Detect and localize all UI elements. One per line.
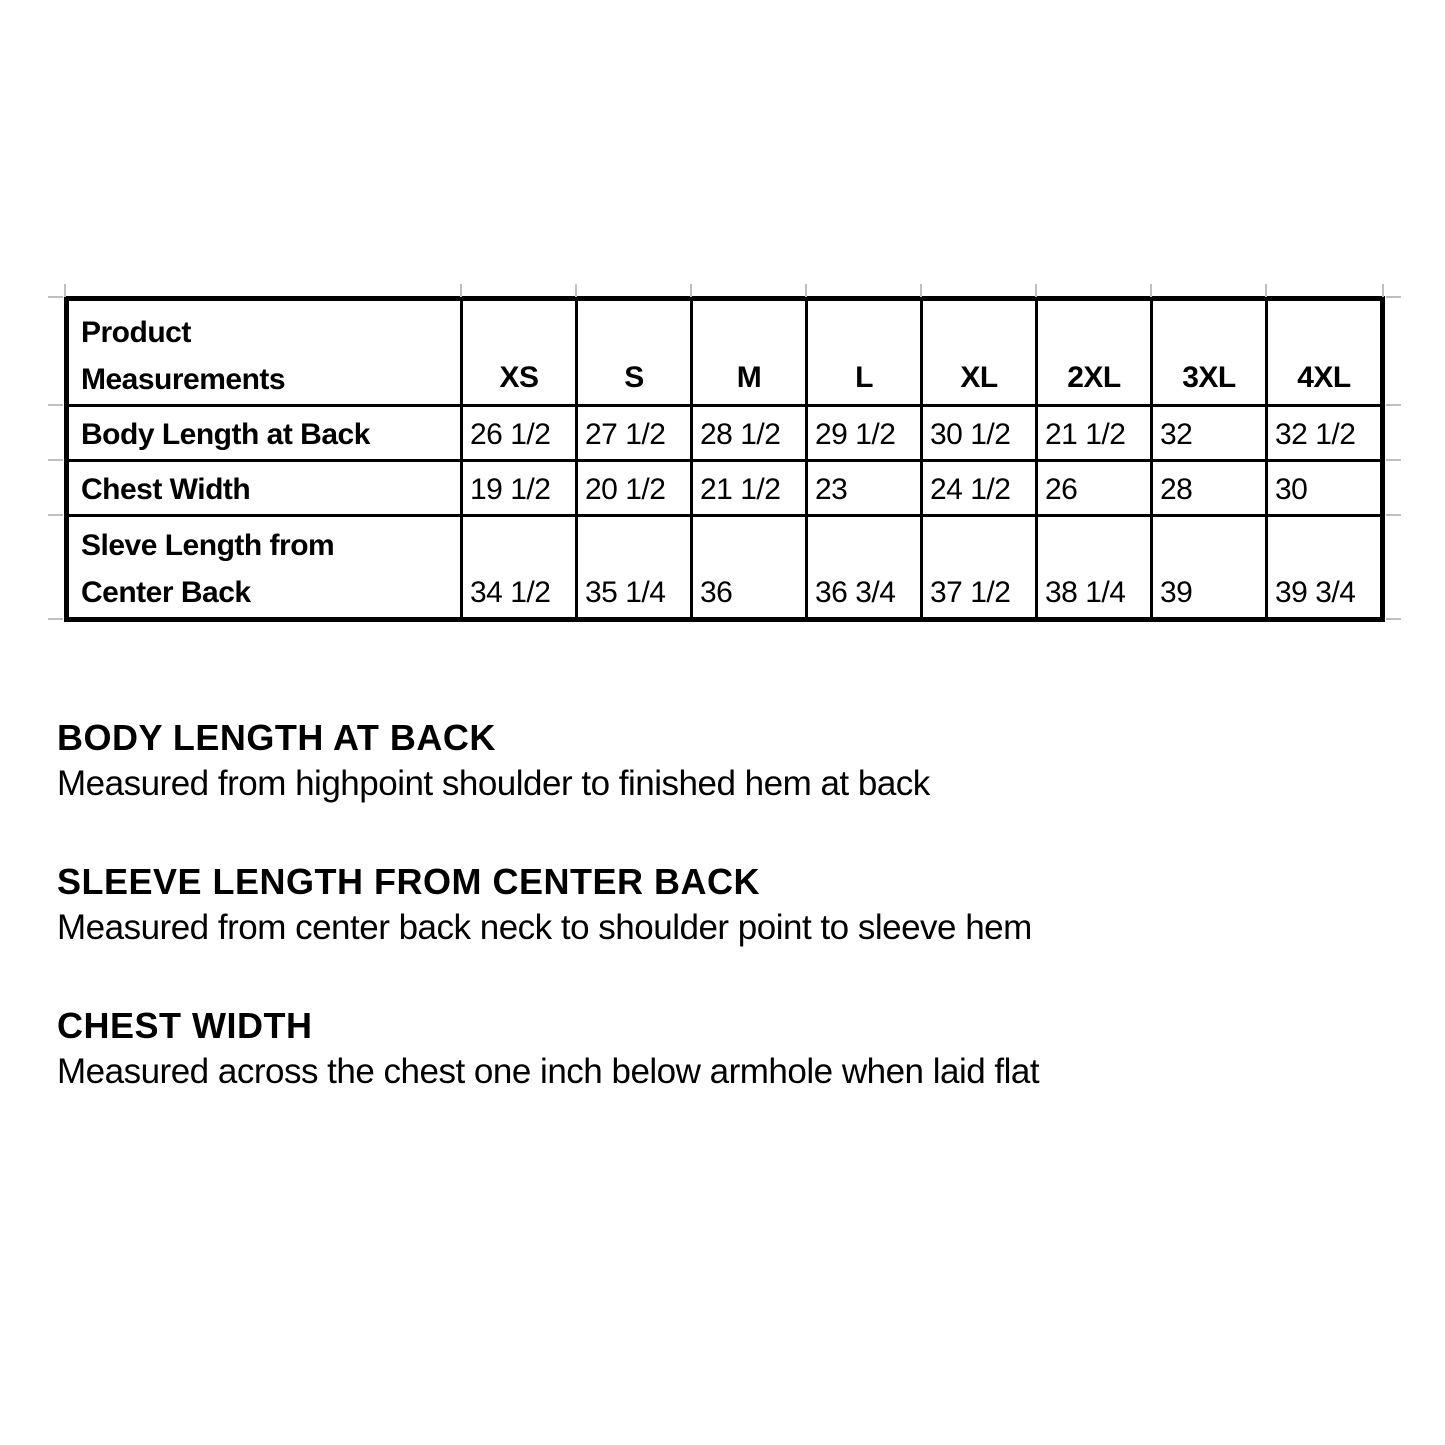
section-sleeve-length [57,860,1357,950]
row-label-sleeve-length [69,517,460,617]
gridline-stub-horizontal [48,514,63,516]
body-length-l: 29 1/2 [808,407,920,459]
section-text: Measured from highpoint shoulder to finished hem at back [57,764,930,803]
row-label-line-1: Sleve Length from [81,529,335,562]
size-header-2xl: 2XL [1038,301,1150,404]
gridline-stub-horizontal [48,618,63,620]
section-chest-width [57,1004,1357,1094]
row-label-text: Chest Width [81,473,251,506]
gridline-stub-vertical [460,284,462,297]
body-length-4xl: 32 1/2 [1268,407,1380,459]
gridline-stub-horizontal [1386,514,1401,516]
gridline-stub-horizontal [1386,618,1401,620]
sleeve-length-3xl: 39 [1153,517,1265,617]
header-line-1: Product [81,316,191,349]
gridline-stub-vertical [1382,284,1384,297]
section-text: Measured from center back neck to shoulder point to sleeve hem [57,908,1032,947]
gridline-stub-horizontal [48,459,63,461]
header-product-measurements [69,301,460,404]
row-label-body-length [69,407,460,459]
gridline-stub-vertical [64,284,66,297]
size-header-xs: XS [463,301,575,404]
body-length-2xl: 21 1/2 [1038,407,1150,459]
body-length-xs: 26 1/2 [463,407,575,459]
gridline-stub-horizontal [1386,459,1401,461]
sleeve-length-xl: 37 1/2 [923,517,1035,617]
size-chart-table [64,296,1385,622]
gridline-stub-vertical [1150,284,1152,297]
chest-width-2xl: 26 [1038,462,1150,514]
size-header-l: L [808,301,920,404]
section-text: Measured across the chest one inch below armhole when laid flat [57,1052,1040,1091]
chest-width-m: 21 1/2 [693,462,805,514]
size-header-s: S [578,301,690,404]
section-heading: BODY LENGTH AT BACK [57,717,496,758]
row-label-chest-width [69,462,460,514]
body-length-xl: 30 1/2 [923,407,1035,459]
gridline-stub-vertical [920,284,922,297]
gridline-stub-vertical [690,284,692,297]
size-header-3xl: 3XL [1153,301,1265,404]
chest-width-s: 20 1/2 [578,462,690,514]
chest-width-l: 23 [808,462,920,514]
size-header-m: M [693,301,805,404]
sleeve-length-s: 35 1/4 [578,517,690,617]
body-length-3xl: 32 [1153,407,1265,459]
sleeve-length-xs: 34 1/2 [463,517,575,617]
section-body-length [57,716,1357,806]
gridline-stub-horizontal [1386,296,1401,298]
gridline-stub-vertical [575,284,577,297]
sleeve-length-m: 36 [693,517,805,617]
chest-width-4xl: 30 [1268,462,1380,514]
header-line-2: Measurements [81,363,286,396]
sleeve-length-l: 36 3/4 [808,517,920,617]
row-label-line-2: Center Back [81,576,251,609]
body-length-s: 27 1/2 [578,407,690,459]
chest-width-xl: 24 1/2 [923,462,1035,514]
gridline-stub-vertical [805,284,807,297]
size-header-4xl: 4XL [1268,301,1380,404]
section-heading: CHEST WIDTH [57,1005,313,1046]
gridline-stub-vertical [1265,284,1267,297]
sleeve-length-4xl: 39 3/4 [1268,517,1380,617]
section-heading: SLEEVE LENGTH FROM CENTER BACK [57,861,761,902]
gridline-stub-horizontal [48,296,63,298]
gridline-stub-vertical [1035,284,1037,297]
row-label-text: Body Length at Back [81,418,370,451]
chest-width-xs: 19 1/2 [463,462,575,514]
gridline-stub-horizontal [48,404,63,406]
gridline-stub-horizontal [1386,404,1401,406]
chest-width-3xl: 28 [1153,462,1265,514]
size-header-xl: XL [923,301,1035,404]
sleeve-length-2xl: 38 1/4 [1038,517,1150,617]
body-length-m: 28 1/2 [693,407,805,459]
